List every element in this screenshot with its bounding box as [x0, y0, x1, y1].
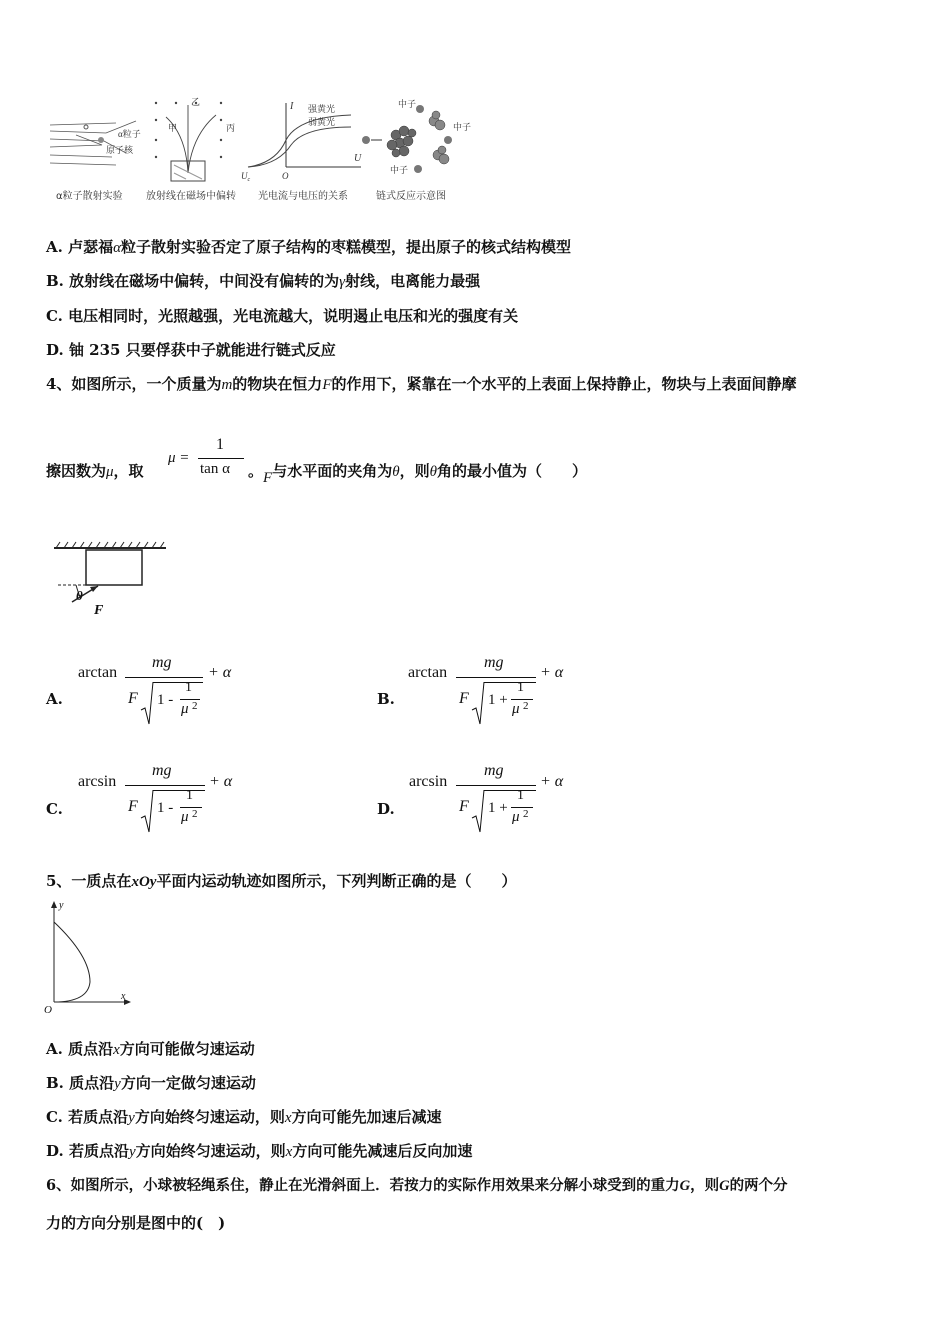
trajectory-graph — [42, 898, 142, 1018]
q5-option-b: B. 质点沿y方向一定做匀速运动 — [46, 1074, 256, 1092]
chain-reaction-diagram — [358, 95, 478, 185]
q6-stem-line2: 力的方向分别是图中的( ) — [46, 1214, 226, 1232]
q4-stem-line1: 4、如图所示，一个质量为m的物块在恒力F的作用下，紧靠在一个水平的上表面上保持静止，物块与上表面间静摩 — [46, 375, 797, 393]
figure-photocurrent — [236, 95, 366, 205]
figure-chain-reaction — [358, 95, 478, 205]
caption-photocurrent: 光电流与电压的关系 — [258, 191, 348, 202]
q3-option-d: D. 铀 235 只要俘获中子就能进行链式反应 — [46, 341, 336, 359]
caption-chain: 链式反应示意图 — [376, 191, 446, 202]
block-ceiling-diagram — [52, 540, 172, 620]
q4-mu-definition: μ = 1 tan α — [168, 436, 248, 486]
q4-fig-F: F — [94, 603, 104, 618]
axis-y-label: y — [59, 900, 64, 911]
label-neutron-top: 中子 — [398, 99, 417, 109]
q5-option-a: A. 质点沿x方向可能做匀速运动 — [46, 1040, 255, 1058]
caption-radiation: 放射线在磁场中偏转 — [146, 191, 236, 202]
q3-option-b: B. 放射线在磁场中偏转，中间没有偏转的为γ射线，电离能力最强 — [46, 272, 481, 290]
label-nucleus: 原子核 — [106, 145, 134, 155]
axis-x-label: x — [121, 991, 126, 1002]
q5-stem: 5、一质点在xOy平面内运动轨迹如图所示，下列判断正确的是（ ） — [46, 872, 517, 890]
label-alpha: α粒子 — [118, 129, 141, 139]
origin-label: O — [44, 1004, 52, 1016]
axis-Uc: $U_c$ — [241, 171, 251, 183]
alpha-scattering-diagram — [46, 95, 142, 185]
label-neutron-bottom: 中子 — [390, 165, 409, 175]
q4-stem-line2: 擦因数为μ，取 — [46, 462, 144, 480]
label-jia: 甲 — [168, 123, 178, 133]
axis-I: I — [290, 101, 294, 112]
label-bing: 丙 — [226, 123, 236, 133]
label-strong: 强黄光 — [308, 104, 336, 114]
q4-fig-theta: θ — [76, 588, 83, 603]
figure-alpha-scattering — [46, 95, 142, 205]
label-neutron-right: 中子 — [453, 122, 472, 132]
q3-option-a: A. 卢瑟福α粒子散射实验否定了原子结构的枣糕模型，提出原子的核式结构模型 — [46, 238, 572, 256]
axis-U: U — [354, 153, 362, 164]
q4-stem-line2-rest: 。F与水平面的夹角为θ，则θ角的最小值为（ ） — [248, 462, 587, 486]
caption-alpha: α粒子散射实验 — [56, 191, 123, 202]
q5-option-c: C. 若质点沿y方向始终匀速运动，则x方向可能先加速后减速 — [46, 1108, 442, 1126]
q4-figure — [52, 540, 172, 620]
label-yi: 乙 — [191, 97, 201, 107]
photocurrent-graph — [236, 95, 366, 185]
axis-O: O — [282, 171, 289, 181]
q5-figure — [42, 898, 142, 1018]
q3-option-c: C. 电压相同时，光照越强，光电流越大，说明遏止电压和光的强度有关 — [46, 307, 519, 325]
q5-option-d: D. 若质点沿y方向始终匀速运动，则x方向可能先减速后反向加速 — [46, 1142, 473, 1160]
q6-stem-line1: 6、如图所示，小球被轻绳系住，静止在光滑斜面上．若按力的实际作用效果来分解小球受到的重力G，则G的两个分 — [46, 1177, 788, 1194]
label-weak: 弱黄光 — [308, 117, 336, 127]
